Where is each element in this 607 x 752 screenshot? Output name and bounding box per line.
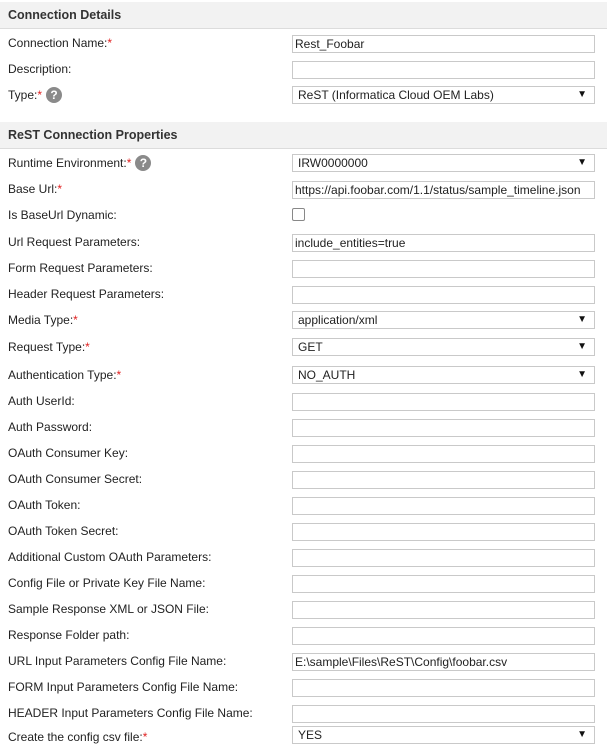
type-select-value: ReST (Informatica Cloud OEM Labs) (298, 88, 494, 102)
base-url-input[interactable] (292, 181, 595, 199)
required-marker: * (37, 88, 43, 103)
row-oauth-token-secret (0, 518, 607, 544)
row-runtime-environment (0, 150, 607, 176)
request-type-label: Request Type:* (8, 340, 90, 354)
media-type-select[interactable] (292, 311, 595, 329)
oauth-token-input[interactable] (292, 497, 595, 515)
row-url-input-config (0, 648, 607, 674)
chevron-down-icon: ▼ (577, 314, 587, 325)
row-url-request-params (0, 229, 607, 255)
url-request-params-input[interactable] (292, 234, 595, 252)
request-type-value: GET (298, 340, 323, 354)
url-input-config-input[interactable] (292, 653, 595, 671)
oauth-token-label: OAuth Token: (8, 498, 81, 512)
create-config-select[interactable] (292, 726, 595, 744)
help-icon[interactable]: ? (135, 155, 151, 171)
oauth-token-secret-input[interactable] (292, 523, 595, 541)
response-folder-label: Response Folder path: (8, 628, 130, 642)
required-marker: * (85, 340, 90, 354)
form-input-config-input[interactable] (292, 679, 595, 697)
header-request-params-label: Header Request Parameters: (8, 287, 165, 301)
create-config-value: YES (298, 728, 323, 742)
media-type-label: Media Type:* (8, 313, 78, 327)
chevron-down-icon: ▼ (577, 157, 587, 168)
row-auth-userid (0, 388, 607, 414)
row-form-input-config (0, 674, 607, 700)
row-oauth-consumer-key (0, 440, 607, 466)
required-marker: * (73, 313, 78, 327)
oauth-token-secret-label: OAuth Token Secret: (8, 524, 119, 538)
row-header-request-params (0, 281, 607, 307)
chevron-down-icon: ▼ (577, 729, 587, 740)
required-marker: * (116, 368, 122, 382)
section-title: Connection Details (8, 8, 122, 22)
chevron-down-icon: ▼ (577, 341, 587, 352)
additional-oauth-input[interactable] (292, 549, 595, 567)
header-input-config-input[interactable] (292, 705, 595, 723)
create-config-label: Create the config csv file:* (8, 730, 148, 744)
auth-userid-input[interactable] (292, 393, 595, 411)
required-marker: * (142, 730, 148, 744)
auth-type-label: Authentication Type:* (8, 368, 122, 382)
section-header-rest-properties (0, 122, 607, 149)
row-form-request-params (0, 255, 607, 281)
auth-password-input[interactable] (292, 419, 595, 437)
section-title: ReST Connection Properties (8, 128, 178, 142)
required-marker: * (57, 182, 63, 196)
row-media-type (0, 307, 607, 333)
media-type-value: application/xml (298, 313, 378, 327)
row-header-input-config (0, 700, 607, 726)
row-base-url (0, 176, 607, 202)
row-response-folder (0, 622, 607, 648)
type-select[interactable] (292, 86, 595, 104)
form-input-config-label: FORM Input Parameters Config File Name: (8, 680, 239, 694)
runtime-environment-label: Runtime Environment:* ? (8, 156, 151, 172)
oauth-consumer-key-label: OAuth Consumer Key: (8, 446, 129, 460)
chevron-down-icon: ▼ (577, 369, 587, 380)
auth-type-value: NO_AUTH (298, 368, 356, 382)
baseurl-dynamic-label: Is BaseUrl Dynamic: (8, 208, 117, 222)
row-baseurl-dynamic (0, 202, 607, 228)
connection-name-label: Connection Name:* (8, 36, 113, 50)
sample-response-label: Sample Response XML or JSON File: (8, 602, 209, 616)
row-oauth-consumer-secret (0, 466, 607, 492)
row-description (0, 56, 607, 82)
row-sample-response (0, 596, 607, 622)
row-config-key-file (0, 570, 607, 596)
form-request-params-input[interactable] (292, 260, 595, 278)
sample-response-input[interactable] (292, 601, 595, 619)
header-request-params-input[interactable] (292, 286, 595, 304)
request-type-select[interactable] (292, 338, 595, 356)
oauth-consumer-secret-label: OAuth Consumer Secret: (8, 472, 143, 486)
row-auth-type (0, 362, 607, 388)
url-request-params-label: Url Request Parameters: (8, 235, 141, 249)
help-icon[interactable]: ? (46, 87, 62, 103)
description-input[interactable] (292, 61, 595, 79)
auth-password-label: Auth Password: (8, 420, 93, 434)
row-connection-name (0, 30, 607, 56)
chevron-down-icon: ▼ (577, 89, 587, 100)
row-additional-oauth (0, 544, 607, 570)
row-oauth-token (0, 492, 607, 518)
runtime-environment-value: IRW0000000 (298, 156, 368, 170)
response-folder-input[interactable] (292, 627, 595, 645)
additional-oauth-label: Additional Custom OAuth Parameters: (8, 550, 212, 564)
base-url-label: Base Url:* (8, 182, 63, 196)
runtime-environment-select[interactable] (292, 154, 595, 172)
baseurl-dynamic-checkbox[interactable] (292, 208, 305, 221)
oauth-consumer-key-input[interactable] (292, 445, 595, 463)
header-input-config-label: HEADER Input Parameters Config File Name: (8, 706, 253, 720)
auth-userid-label: Auth UserId: (8, 394, 75, 408)
row-auth-password (0, 414, 607, 440)
url-input-config-label: URL Input Parameters Config File Name: (8, 654, 227, 668)
required-marker: * (107, 36, 113, 50)
row-type (0, 82, 607, 108)
section-header-connection-details (0, 2, 607, 29)
description-label: Description: (8, 62, 72, 76)
auth-type-select[interactable] (292, 366, 595, 384)
config-key-file-input[interactable] (292, 575, 595, 593)
config-key-file-label: Config File or Private Key File Name: (8, 576, 206, 590)
row-request-type (0, 334, 607, 360)
oauth-consumer-secret-input[interactable] (292, 471, 595, 489)
row-create-config (0, 724, 607, 750)
type-label: Type:* ? (8, 88, 62, 104)
required-marker: * (126, 156, 132, 171)
form-request-params-label: Form Request Parameters: (8, 261, 153, 275)
connection-name-input[interactable] (292, 35, 595, 53)
